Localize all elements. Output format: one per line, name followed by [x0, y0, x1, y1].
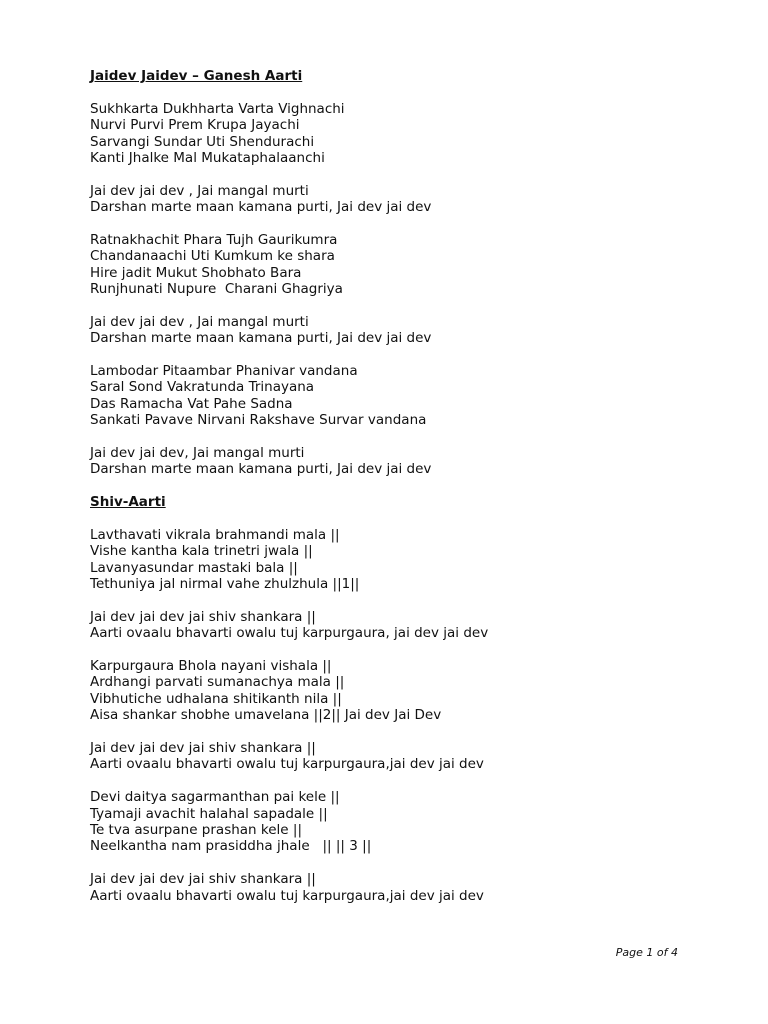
verse-line: Karpurgaura Bhola nayani vishala || [90, 658, 332, 675]
document-body [90, 68, 690, 904]
verse-line: Jai dev jai dev jai shiv shankara || [90, 871, 316, 888]
verse-line: Jai dev jai dev , Jai mangal murti [90, 313, 309, 330]
verse-line: Jai dev jai dev jai shiv shankara || [90, 740, 316, 757]
verse-line: Nurvi Purvi Prem Krupa Jayachi [90, 117, 300, 134]
refrain [90, 871, 690, 904]
verse-line: Tyamaji avachit halahal sapadale || [90, 805, 328, 822]
stanza [90, 789, 690, 855]
verse-line: Jai dev jai dev, Jai mangal murti [90, 444, 305, 461]
verse-line: Jai dev jai dev jai shiv shankara || [90, 608, 316, 625]
verse-line: Ratnakhachit Phara Tujh Gaurikumra [90, 231, 338, 248]
verse-line: Chandanaachi Uti Kumkum ke shara [90, 248, 335, 265]
refrain [90, 183, 690, 216]
refrain [90, 445, 690, 478]
verse-line: Lavanyasundar mastaki bala || [90, 559, 298, 576]
verse-line: Jai dev jai dev , Jai mangal murti [90, 182, 309, 199]
verse-line: Hire jadit Mukut Shobhato Bara [90, 264, 302, 281]
stanza [90, 232, 690, 298]
verse-line: Devi daitya sagarmanthan pai kele || [90, 789, 340, 806]
stanza [90, 658, 690, 724]
refrain [90, 740, 690, 773]
verse-line: Aisa shankar shobhe umavelana ||2|| Jai dev Jai Dev [90, 707, 442, 724]
verse-line: Darshan marte maan kamana purti, Jai dev jai dev [90, 461, 432, 478]
verse-line: Neelkantha nam prasiddha jhale || || 3 || [90, 838, 372, 855]
verse-line: Aarti ovaalu bhavarti owalu tuj karpurgaura,jai dev jai dev [90, 887, 484, 904]
verse-line: Sarvangi Sundar Uti Shendurachi [90, 133, 315, 150]
verse-line: Saral Sond Vakratunda Trinayana [90, 379, 315, 396]
verse-line: Sukhkarta Dukhharta Varta Vighnachi [90, 100, 345, 117]
section-title-shiv-aarti: Shiv-Aarti [90, 494, 166, 511]
verse-line: Aarti ovaalu bhavarti owalu tuj karpurgaura, jai dev jai dev [90, 625, 489, 642]
verse-line: Ardhangi parvati sumanachya mala || [90, 674, 345, 691]
verse-line: Te tva asurpane prashan kele || [90, 821, 302, 838]
section-title-ganesh-aarti: Jaidev Jaidev – Ganesh Aarti [90, 68, 303, 84]
refrain [90, 314, 690, 347]
verse-line: Vibhutiche udhalana shitikanth nila || [90, 690, 342, 707]
verse-line: Kanti Jhalke Mal Mukataphalaanchi [90, 149, 325, 166]
stanza [90, 363, 690, 429]
stanza [90, 527, 690, 593]
verse-line: Sankati Pavave Nirvani Rakshave Survar vandana [90, 412, 427, 429]
verse-line: Lambodar Pitaambar Phanivar vandana [90, 363, 358, 380]
verse-line: Darshan marte maan kamana purti, Jai dev jai dev [90, 330, 432, 347]
verse-line: Vishe kantha kala trinetri jwala || [90, 543, 313, 560]
stanza [90, 101, 690, 167]
verse-line: Runjhunati Nupure Charani Ghagriya [90, 281, 343, 298]
verse-line: Darshan marte maan kamana purti, Jai dev jai dev [90, 199, 432, 216]
verse-line: Lavthavati vikrala brahmandi mala || [90, 526, 340, 543]
page-number: Page 1 of 4 [615, 946, 678, 959]
refrain [90, 609, 690, 642]
verse-line: Tethuniya jal nirmal vahe zhulzhula ||1|| [90, 576, 360, 593]
verse-line: Aarti ovaalu bhavarti owalu tuj karpurgaura,jai dev jai dev [90, 756, 484, 773]
verse-line: Das Ramacha Vat Pahe Sadna [90, 395, 293, 412]
